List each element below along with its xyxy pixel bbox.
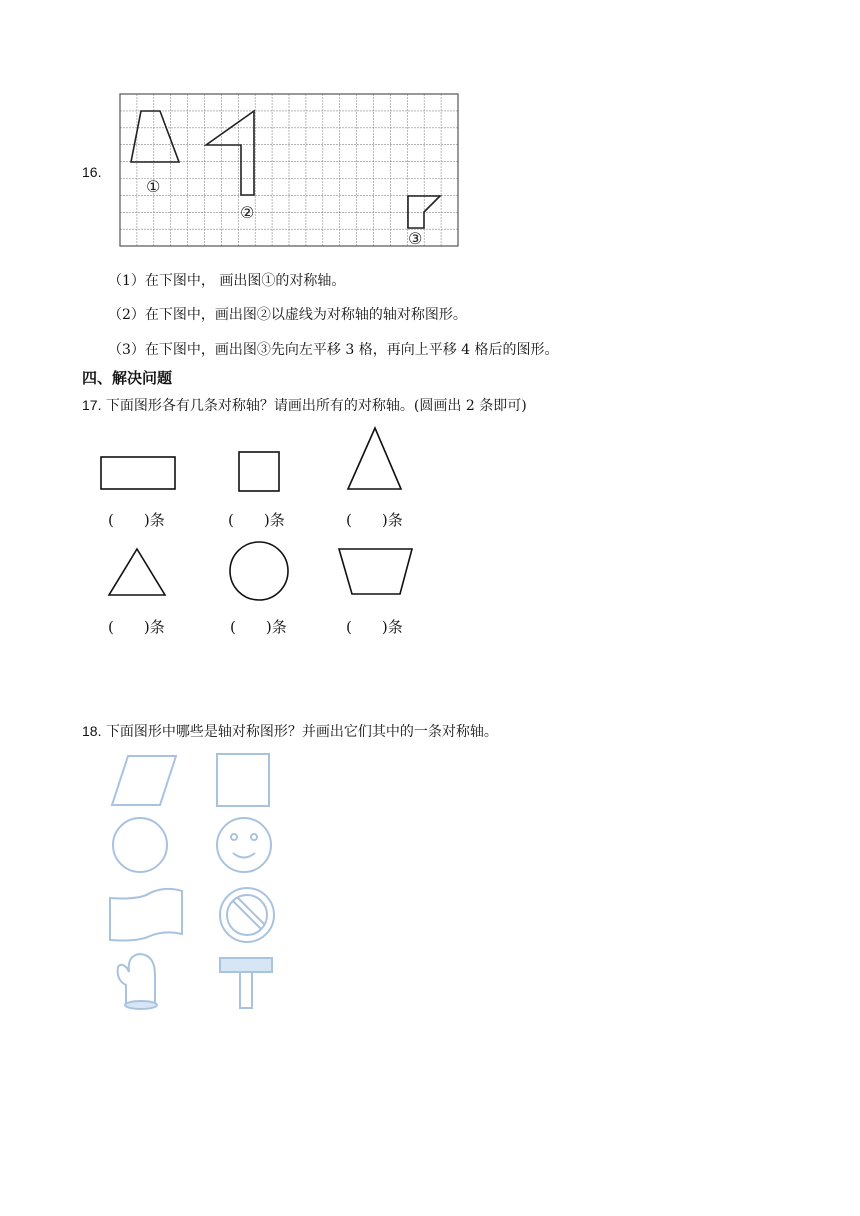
q17-blank-3[interactable]: ( )条 xyxy=(346,511,403,529)
q17-blank-5[interactable]: ( )条 xyxy=(230,618,287,636)
question-16-number: 16. xyxy=(82,164,102,180)
question-17-text: 下面图形各有几条对称轴？请画出所有的对称轴。(圆画出 2 条即可) xyxy=(105,398,527,414)
question-17-number: 17. xyxy=(82,397,102,413)
parallelogram-icon xyxy=(112,756,176,805)
grid-label-1: ① xyxy=(146,177,161,196)
q17-blank-1[interactable]: ( )条 xyxy=(108,511,165,529)
smiley-face-icon xyxy=(217,818,271,872)
q16-item-2: （2）在下图中，画出图②以虚线为对称轴的轴对称图形。 xyxy=(108,307,467,323)
q17-blank-6[interactable]: ( )条 xyxy=(346,618,403,636)
circle-icon-q18 xyxy=(113,818,167,872)
question-18-number: 18. xyxy=(82,723,102,739)
no-entry-sign-icon xyxy=(220,888,274,942)
mitten-icon xyxy=(118,954,157,1009)
q17-blank-2[interactable]: ( )条 xyxy=(228,511,285,529)
section-title: 四、解决问题 xyxy=(82,369,173,387)
question-18-text: 下面图形中哪些是轴对称图形？并画出它们其中的一条对称轴。 xyxy=(105,724,498,740)
wavy-flag-icon xyxy=(110,889,182,941)
grid-label-3: ③ xyxy=(408,229,423,248)
grid-label-2: ② xyxy=(240,203,255,222)
t-shape-icon xyxy=(220,958,272,1008)
q16-item-3: （3）在下图中，画出图③先向左平移 3 格，再向上平移 4 格后的图形。 xyxy=(108,342,559,358)
square-icon-q18 xyxy=(217,754,269,806)
q16-item-1: （1）在下图中， 画出图①的对称轴。 xyxy=(108,273,346,289)
q17-blank-4[interactable]: ( )条 xyxy=(108,618,165,636)
